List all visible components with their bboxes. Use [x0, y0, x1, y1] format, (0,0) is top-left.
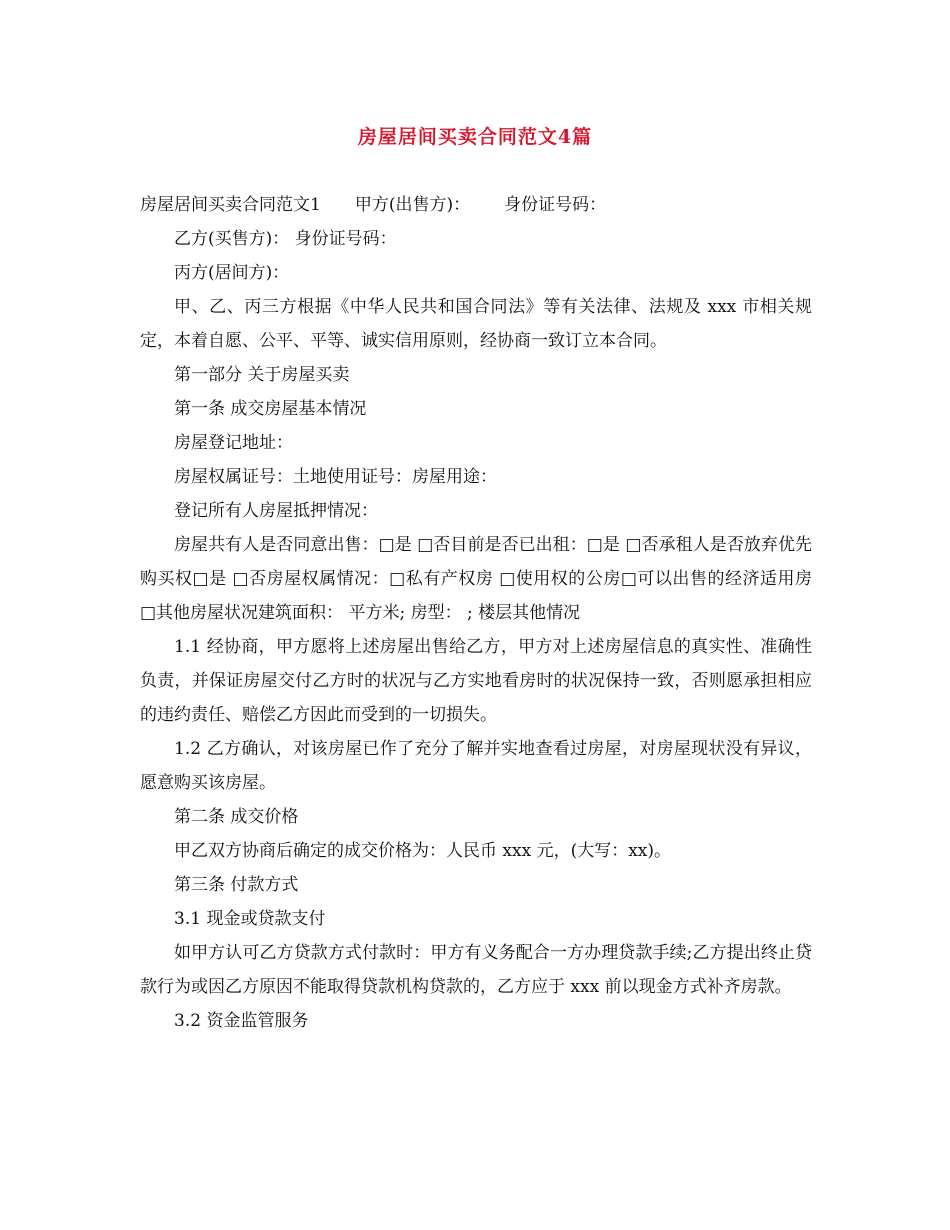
paragraph-checkboxes: 房屋共有人是否同意出售：□是 □否目前是否已出租：□是 □否承租人是否放弃优先购买权□是 □否房屋权属情况：□私有产权房 □使用权的公房□可以出售的经济适用房 □其他房屋状况建筑面积： 平方米; 房型： ; 楼层其他情况: [140, 535, 812, 623]
document-title: 房屋居间买卖合同范文4篇: [357, 126, 593, 148]
heading-article-one: 第一条 成交房屋基本情况: [174, 399, 367, 419]
paragraph-loan: 如甲方认可乙方贷款方式付款时：甲方有义务配合一方办理贷款手续;乙方提出终止贷款行为或因乙方原因不能取得贷款机构贷款的，乙方应于 xxx 前以现金方式补齐房款。: [140, 943, 812, 997]
paragraph-mortgage: 登记所有人房屋抵押情况：: [174, 501, 378, 521]
paragraph-party-c: 丙方(居间方)：: [174, 263, 290, 283]
heading-article-two: 第二条 成交价格: [174, 807, 299, 827]
paragraph-price: 甲乙双方协商后确定的成交价格为：人民币 xxx 元，(大写：xx)。: [174, 841, 672, 861]
heading-part-one: 第一部分 关于房屋买卖: [174, 365, 350, 385]
party-a-id-label: 身份证号码：: [504, 195, 607, 215]
paragraph-preamble: 甲、乙、丙三方根据《中华人民共和国合同法》等有关法律、法规及 xxx 市相关规定，本着自愿、公平、平等、诚实信用原则，经协商一致订立本合同。: [140, 297, 812, 351]
paragraph-clause-1-2: 1.2 乙方确认，对该房屋已作了充分了解并实地查看过房屋，对房屋现状没有异议，愿意购买该房屋。: [140, 739, 812, 793]
heading-clause-3-2: 3.2 资金监管服务: [174, 1011, 309, 1031]
heading-article-three: 第三条 付款方式: [174, 875, 299, 895]
paragraph-clause-1-1: 1.1 经协商，甲方愿将上述房屋出售给乙方，甲方对上述房屋信息的真实性、准确性负责，并保证房屋交付乙方时的状况与乙方实地看房时的状况保持一致，否则愿承担相应的违约责任、赔偿乙方因此而受到的一切损失。: [140, 637, 812, 725]
contract-header-line: [140, 188, 812, 222]
paragraph-house-address: 房屋登记地址：: [174, 433, 293, 453]
paragraph-party-b: 乙方(买售方)： 身份证号码：: [174, 229, 397, 249]
document-body: [140, 188, 812, 1038]
heading-clause-3-1: 3.1 现金或贷款支付: [174, 909, 326, 929]
party-a-label: 甲方(出售方)：: [354, 195, 471, 215]
contract-section-label: 房屋居间买卖合同范文1: [140, 195, 321, 215]
paragraph-house-certificates: 房屋权属证号：土地使用证号：房屋用途：: [174, 467, 497, 487]
